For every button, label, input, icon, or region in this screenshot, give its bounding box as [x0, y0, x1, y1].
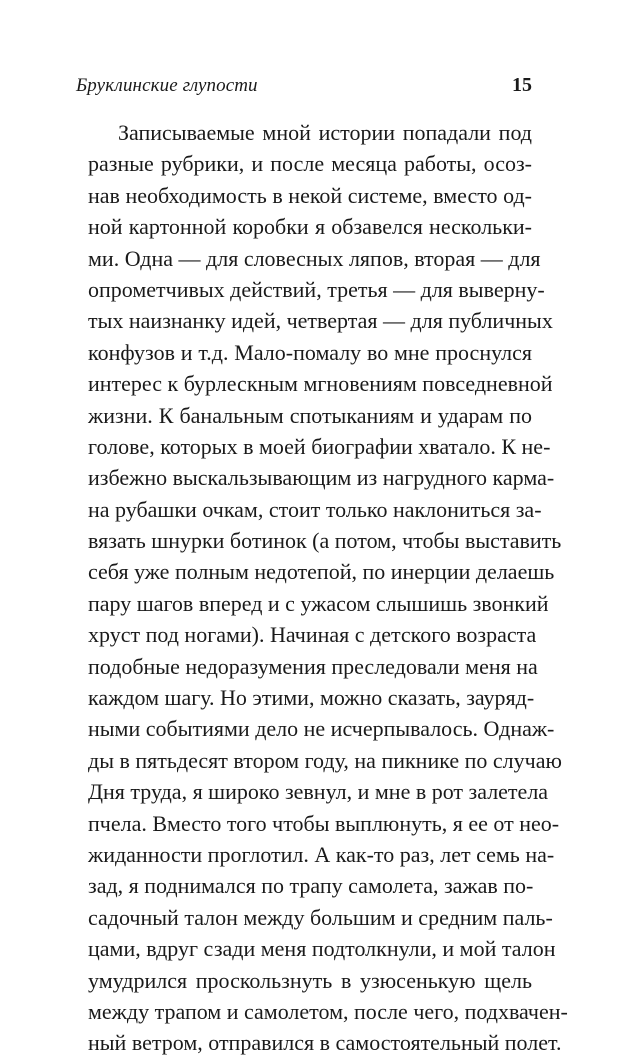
text-line: опрометчивых действий, третья — для выверну- — [88, 276, 545, 302]
text-line: разные рубрики, и после месяца работы, осоз- — [88, 151, 532, 177]
text-line: каждом шагу. Но этими, можно сказать, зауряд- — [88, 685, 535, 711]
text-line: между трапом и самолетом, после чего, подхвачен- — [88, 998, 568, 1024]
text-line: ми. Одна — для словесных ляпов, вторая — для — [88, 245, 541, 271]
text-line: избежно выскальзывающим из нагрудного карма- — [88, 465, 555, 491]
text-line: садочный талон между большим и средним паль- — [88, 904, 553, 930]
text-line: цами, вдруг сзади меня подтолкнули, и мой талон — [88, 936, 556, 962]
body-paragraph — [88, 117, 568, 1059]
text-line: Дня труда, я широко зевнул, и мне в рот залетела — [88, 779, 549, 805]
text-line: жизни. К банальным спотыканиям и ударам по — [88, 402, 532, 428]
book-title: Бруклинские глупости — [76, 75, 258, 96]
text-line: ной картонной коробки я обзавелся нескольки- — [88, 214, 532, 240]
text-line: тых наизнанку идей, четвертая — для публичных — [88, 308, 553, 334]
text-line: пчела. Вместо того чтобы выплюнуть, я ее от нео- — [88, 810, 560, 836]
text-line: хруст под ногами). Начиная с детского возраста — [88, 622, 537, 648]
page-number: 15 — [512, 74, 532, 96]
text-line: себя уже полным недотепой, по инерции делаешь — [88, 559, 555, 585]
text-line: интерес к бурлескным мгновениям повседневной — [88, 371, 553, 397]
text-line: пару шагов вперед и с ужасом слышишь звонкий — [88, 590, 549, 616]
text-line: ды в пятьдесят втором году, на пикнике по случаю — [88, 747, 562, 773]
text-line: подобные недоразумения преследовали меня на — [88, 653, 538, 679]
text-line: Записываемые мной истории попадали под — [118, 120, 532, 145]
text-line: конфузов и т.д. Мало-помалу во мне проснулся — [88, 339, 532, 365]
text-line: ный ветром, отправился в самостоятельный полет. — [88, 1030, 562, 1056]
text-line: жиданности проглотил. А как-то раз, лет семь на- — [88, 841, 555, 867]
text-line: на рубашки очкам, стоит только наклониться за- — [88, 496, 542, 522]
text-line: ными событиями дело не исчерпывалось. Однаж- — [88, 716, 555, 742]
text-line: нав необходимость в некой системе, вместо од- — [88, 182, 532, 208]
text-line: вязать шнурки ботинок (а потом, чтобы выставить — [88, 528, 562, 554]
text-line: зад, я поднимался по трапу самолета, зажав по- — [88, 873, 534, 899]
text-line: умудрился проскользнуть в узюсенькую щель — [88, 967, 532, 993]
text-line: голове, которых в моей биографии хватало. К не- — [88, 433, 551, 459]
running-header — [76, 74, 532, 104]
